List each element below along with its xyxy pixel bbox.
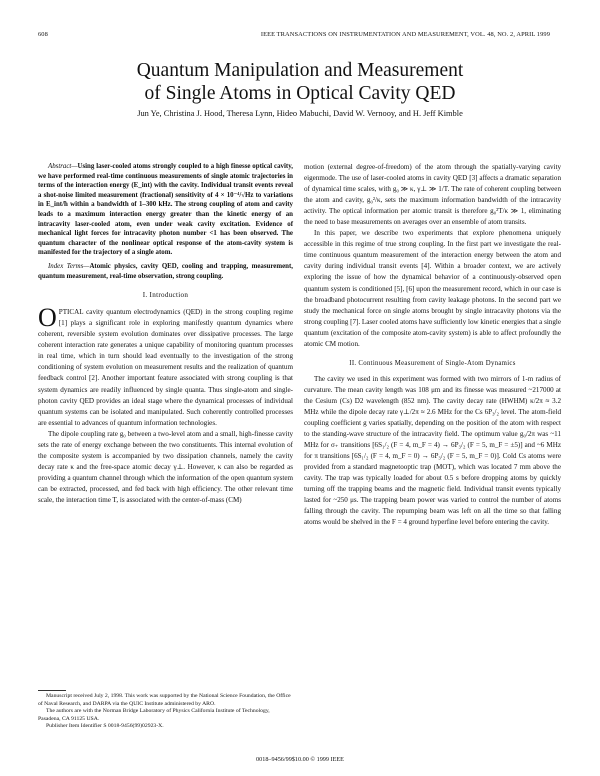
title-line-2: of Single Atoms in Optical Cavity QED bbox=[144, 83, 456, 104]
abstract-text: Using laser-cooled atoms strongly coupled to a high finesse optical cavity, we have performed real-time continuous measurements of single atomic trajectories in terms of the interaction energy (E_int) with the cavity. Individual transit events reveal a shot-noise limited measurement (fractional) sensitivity of 4 × 10⁻⁴/√Hz to variations in E_int/ħ within a bandwidth of 1–300 kHz. The strong coupling of atom and cavity leads to a maximum interaction energy greater than the kinetic energy of an intracavity laser-cooled atom, even under weak cavity excitation. Evidence of mechanical light forces for intracavity photon number <1 has been observed. The quantum character of the nonlinear optical response of the atom-cavity system is manifested for the trajectory of a single atom. bbox=[38, 163, 293, 257]
right-column bbox=[304, 162, 561, 529]
paper-title bbox=[0, 59, 600, 105]
footnote bbox=[38, 690, 293, 731]
footnote-received: Manuscript received July 2, 1998. This work was supported by the National Science Foundation, the Office of Naval Research, and DARPA via the QUIC Institute administered by ARO. bbox=[38, 693, 291, 707]
right-paragraph-1: motion (external degree-of-freedom) of the atom through the spatially-varying cavity eigenmode. The use of laser-cooled atoms in cavity QED [3] affects a dramatic separation of dynamical time scales, with g₀ ≫ κ, γ⊥ ≫ 1/T. The rate of coherent coupling between the atom and cavity, g₀²/κ, sets the maximum information bandwidth of the intracavity activity. The optical information per atomic transit is therefore g₀²T/κ ≫ 1, eliminating the need to base measurements on averages over an ensemble of atom transits. bbox=[304, 163, 561, 227]
footnote-affiliation: The authors are with the Norman Bridge Laboratory of Physics California Institute of Technology, Pasadena, CA 91125 USA. bbox=[38, 708, 270, 722]
title-line-1: Quantum Manipulation and Measurement bbox=[136, 60, 464, 81]
abstract bbox=[38, 162, 293, 258]
journal-header: IEEE TRANSACTIONS ON INSTRUMENTATION AND MEASUREMENT, VOL. 48, NO. 2, APRIL 1999 bbox=[260, 31, 550, 38]
right-paragraph-2: In this paper, we describe two experiments that explore phenomena uniquely accessible in this regime of true strong coupling. In the first part we investigate the real-time continuous quantum measurement of the interaction energy between the atom and cavity during individual transit events [4]. Within a broader context, we are actively exploring the issue of how the dynamical behavior of a continuously-observed open quantum system is conditioned [5], [6] upon the measurement record, which in our case is the broadband photocurrent resulting from cavity leakage photons. In the second part we study the mechanical force on single atoms brought by single intracavity photons via the strong coupling [7]. Laser cooled atoms have sufficiently low kinetic energies that a single quantum (excitation of the composite atom-cavity system) is able to affect profoundly the atomic CM motion. bbox=[304, 229, 562, 348]
dropcap: O bbox=[38, 303, 57, 333]
footnote-pii: Publisher Item Identifier S 0018-9456(99)02923-X. bbox=[46, 723, 164, 730]
left-column bbox=[38, 162, 293, 506]
right-paragraph-3: The cavity we used in this experiment was formed with two mirrors of 1-m radius of curvature. The mean cavity length was 108 μm and its finesse was measured ~217000 at the Cesium (Cs) D2 wavelength (852 nm). The cavity decay rate (HWHM) κ/2π ≈ 3.2 MHz while the dipole decay rate γ⊥/2π ≈ 2.6 MHz for the Cs 6P₃/₂ level. The atom-field coupling coefficient g varies spatially, depending on the position of the atom with respect to the standing-wave structure of the intracavity field. The optimum value g₀/2π was ~11 MHz for σ₊ transitions [6S₁/₂ (F = 4, m_F = 4) → 6P₃/₂ (F = 5, m_F = ±5)] and ~6 MHz for π transitions [6S₁/₂ (F = 4, m_F = 0) → 6P₃/₂ (F = 5, m_F = 0)]. Cold Cs atoms were provided from a standard magnetooptic trap (MOT), which was located 7 mm above the cavity. The trap was typically loaded for about 0.5 s before dropping atoms by quickly turning off the trapping beams and the magnetic field. Individual transit events typically lasted for ~250 μs. The trapping beam power was varied to control the number of atoms falling through the cavity. The repumping beam was left on all the time so that falling atoms would be shelved in the F = 4 ground hyperfine level before entering the cavity. bbox=[304, 374, 561, 527]
section-heading-intro: I. Introduction bbox=[142, 291, 189, 300]
abstract-label: Abstract— bbox=[48, 163, 78, 170]
footnote-rule bbox=[38, 690, 66, 691]
authors: Jun Ye, Christina J. Hood, Theresa Lynn, Hideo Mabuchi, David W. Vernooy, and H. Jeff Kimble bbox=[137, 109, 463, 118]
intro-paragraph-1: PTICAL cavity quantum electrodynamics (QED) in the strong coupling regime [1] plays a significant role in exploring manifestly quantum dynamics where coherent, reversible system evolution dominates over dissipative processes. The large coherent interaction rate generates a unique capability of monitoring quantum processes in real time, which in turn should lead eventually to the investigation of the strong conditioning of system evolution on measurement results and the realization of quantum feedback control [2]. Another important feature associated with strong coupling is that system dynamics are readily influenced by single quanta. Thus single-atom and single-photon cavity QED provides an ideal stage where the dynamical processes of individual quantum systems can be isolated and manipulated. Such coherently controlled processes are essential to advances of quantum information technologies. bbox=[38, 308, 293, 427]
section-heading-2: II. Continuous Measurement of Single-Atom Dynamics bbox=[349, 359, 516, 367]
index-terms-label: Index Terms— bbox=[48, 262, 90, 270]
intro-paragraph-2: The dipole coupling rate g₀ between a two-level atom and a small, high-finesse cavity sets the rate of energy exchange between the two constituents. This internal evolution of the composite system is accompanied by two dissipation channels, namely the cavity decay rate κ and the free-space atomic decay γ⊥. However, κ can also be regarded as providing a quantum channel through which the information of the open quantum system can be extracted, processed, and fed back with high efficiency. The other relevant time scale, the interaction time T, is associated with the center-of-mass (CM) bbox=[38, 429, 293, 504]
page-footer: 0018–9456/99$10.00 © 1999 IEEE bbox=[256, 756, 344, 763]
index-terms-text: Atomic physics, cavity QED, cooling and trapping, measurement, quantum measurement, real-time observation, strong coupling. bbox=[38, 262, 294, 280]
index-terms bbox=[38, 262, 293, 281]
page-number: 608 bbox=[38, 31, 48, 38]
